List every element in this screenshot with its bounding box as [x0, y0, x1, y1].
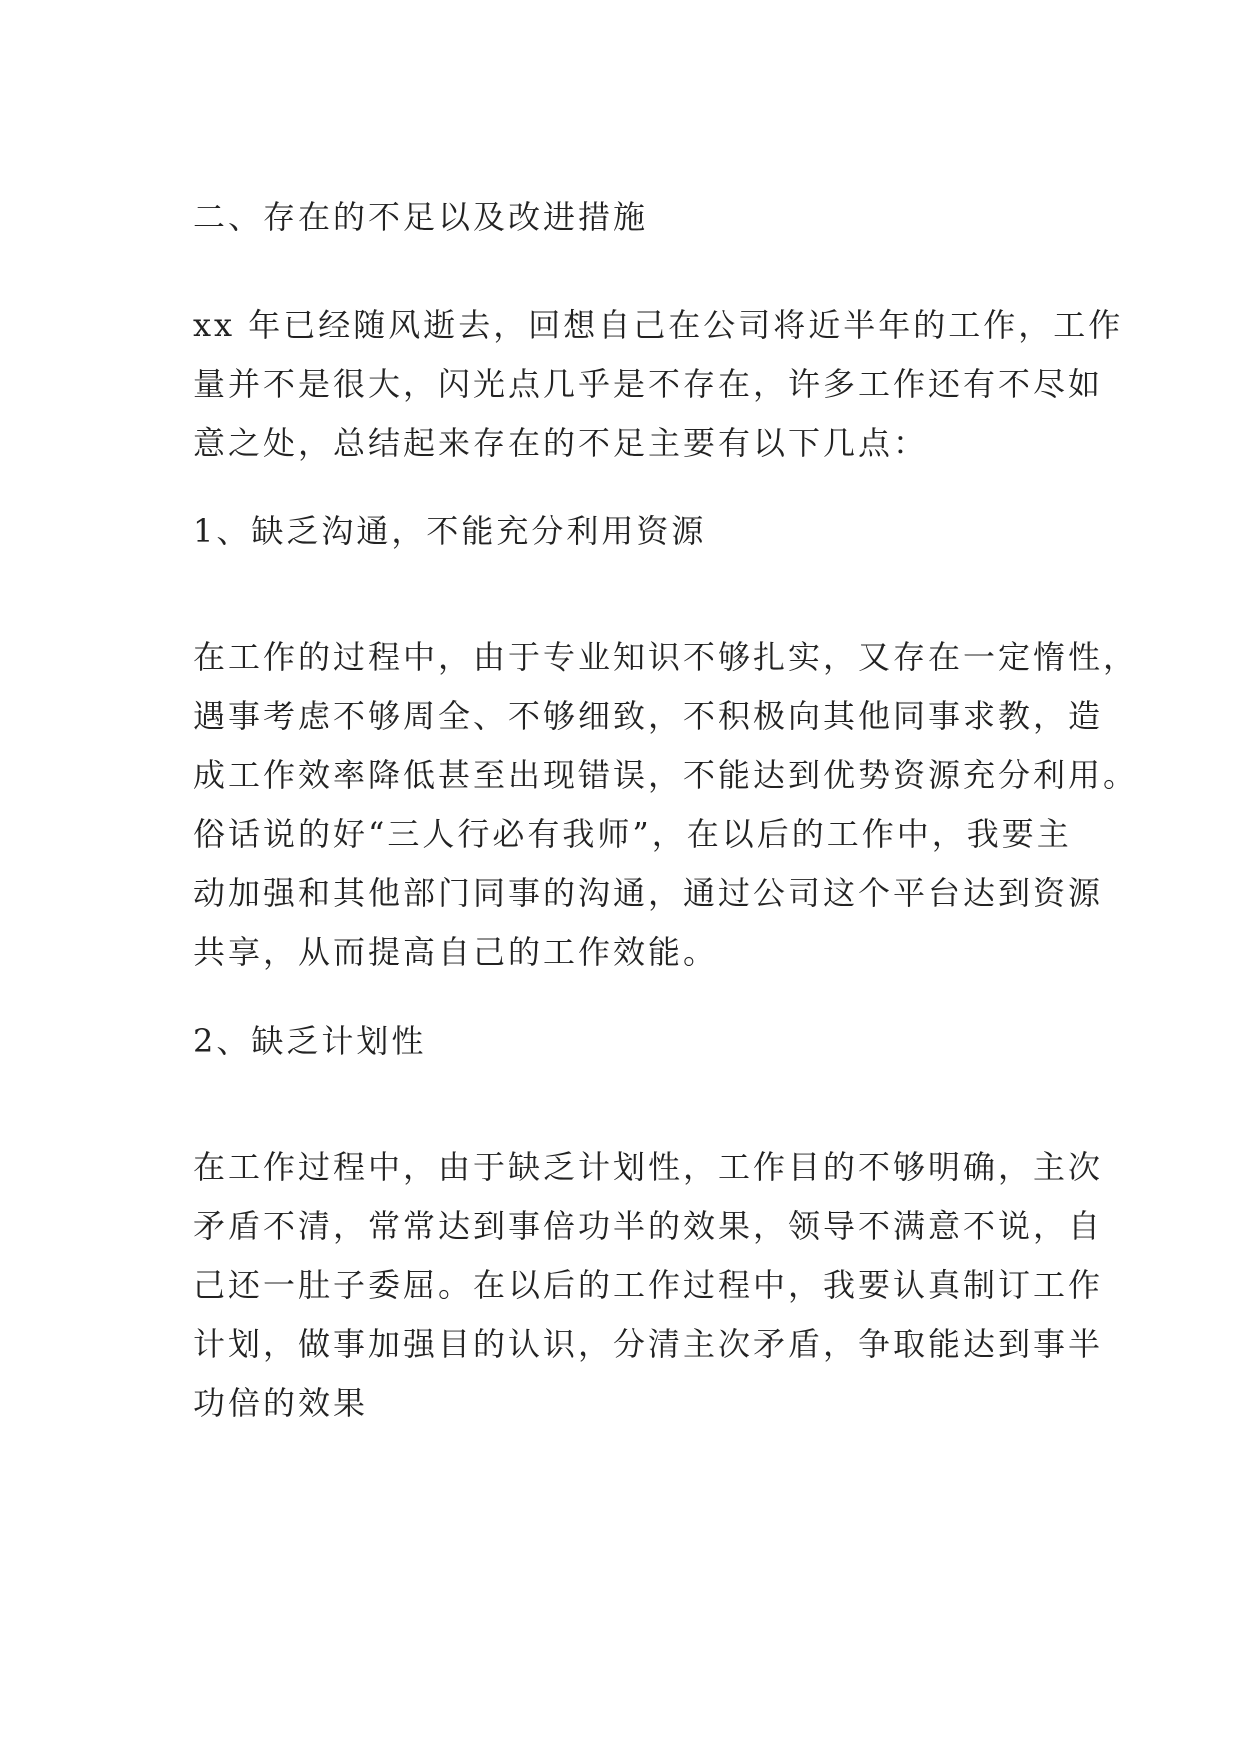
- intro-paragraph: [193, 296, 1124, 473]
- item1-line: 遇事考虑不够周全、不够细致，不积极向其他同事求教，造: [193, 697, 1104, 735]
- item1-line: 成工作效率降低甚至出现错误，不能达到优势资源充分利用。: [193, 756, 1139, 794]
- intro-line: 意之处，总结起来存在的不足主要有以下几点：: [193, 424, 929, 462]
- item2-line: 在工作过程中，由于缺乏计划性，工作目的不够明确，主次: [193, 1148, 1104, 1186]
- item2-paragraph: [193, 1138, 1104, 1433]
- item2-line: 计划，做事加强目的认识，分清主次矛盾，争取能达到事半: [193, 1325, 1104, 1363]
- item2-line: 己还一肚子委屈。在以后的工作过程中，我要认真制订工作: [193, 1266, 1104, 1304]
- item2-line: 功倍的效果: [193, 1384, 369, 1422]
- section-heading-text: 二、存在的不足以及改进措施: [193, 198, 649, 236]
- section-heading: [193, 188, 1053, 247]
- item1-line: 在工作的过程中，由于专业知识不够扎实，又存在一定惰性，: [193, 638, 1139, 676]
- item2-heading: [193, 1012, 1053, 1071]
- intro-line: 量并不是很大，闪光点几乎是不存在，许多工作还有不尽如: [193, 365, 1104, 403]
- item2-heading-text: 2、缺乏计划性: [193, 1022, 427, 1060]
- item1-line: 共享，从而提高自己的工作效能。: [193, 933, 719, 971]
- item2-line: 矛盾不清，常常达到事倍功半的效果，领导不满意不说，自: [193, 1207, 1104, 1245]
- item1-line: 俗话说的好“三人行必有我师”，在以后的工作中，我要主: [193, 815, 1072, 853]
- intro-line: xx 年已经随风逝去，回想自己在公司将近半年的工作，工作: [193, 306, 1124, 344]
- item1-paragraph: [193, 628, 1139, 982]
- item1-heading: [193, 502, 1053, 561]
- item1-heading-text: 1、缺乏沟通，不能充分利用资源: [193, 512, 707, 550]
- item1-line: 动加强和其他部门同事的沟通，通过公司这个平台达到资源: [193, 874, 1104, 912]
